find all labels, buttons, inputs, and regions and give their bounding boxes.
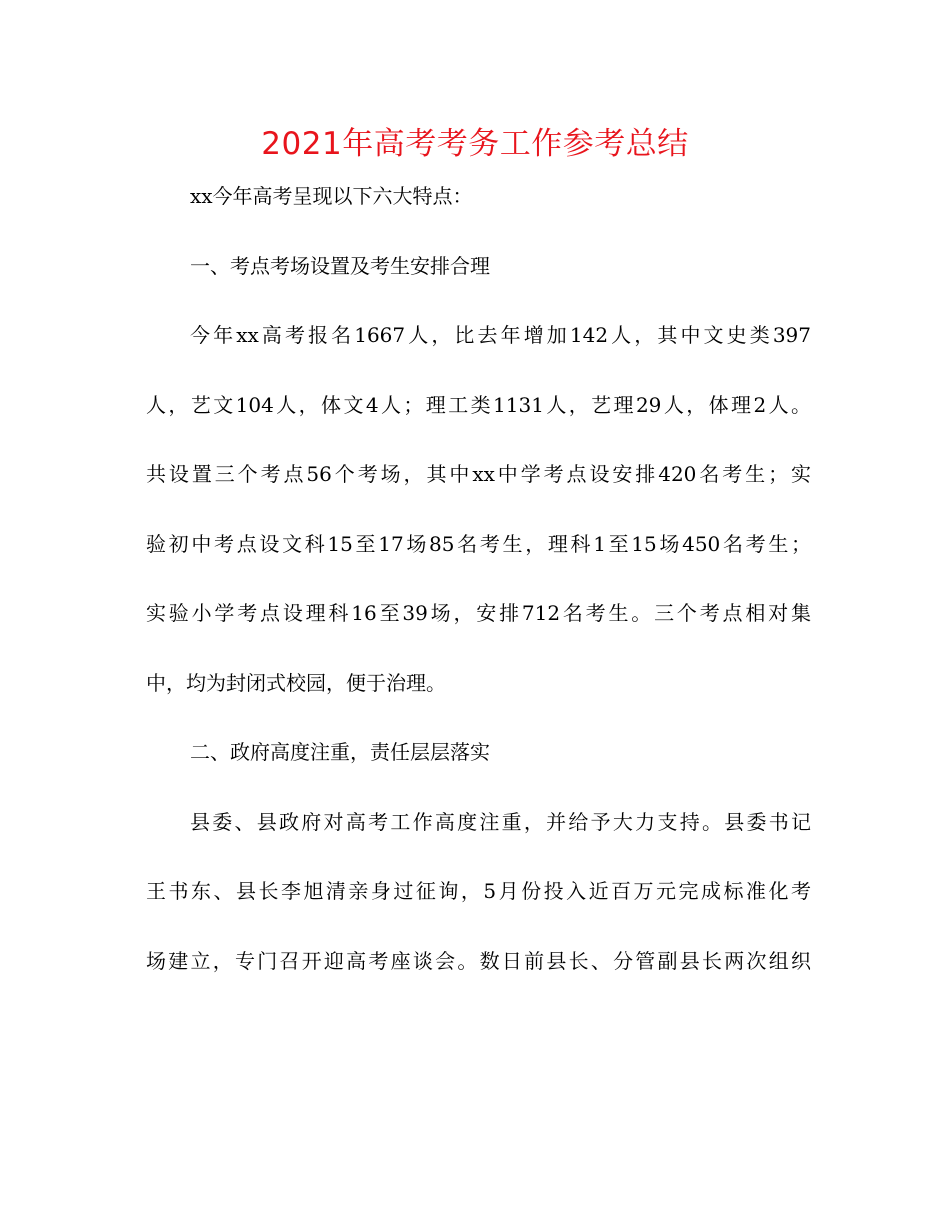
paragraph-line: 县委、县政府对高考工作高度注重，并给予大力支持。县委书记 xyxy=(190,809,811,834)
paragraph-line: xx今年高考呈现以下六大特点： xyxy=(190,184,473,208)
paragraph-line: 人，艺文104人，体文4人；理工类1131人，艺理29人，体理2人。 xyxy=(146,392,811,417)
document-title: 2021年高考考务工作参考总结 xyxy=(261,126,689,162)
paragraph-line: 今年xx高考报名1667人，比去年增加142人，其中文史类397 xyxy=(190,323,811,347)
paragraph-line: 王书东、县长李旭清亲身过征询，5月份投入近百万元完成标准化考 xyxy=(146,879,811,903)
paragraph-line: 共设置三个考点56个考场，其中xx中学考点设安排420名考生；实 xyxy=(146,462,811,486)
paragraph-line: 中，均为封闭式校园，便于治理。 xyxy=(146,670,446,695)
paragraph-line: 二、政府高度注重，责任层层落实 xyxy=(190,740,490,764)
paragraph-line: 场建立，专门召开迎高考座谈会。数日前县长、分管副县长两次组织 xyxy=(146,948,811,973)
paragraph-line: 一、考点考场设置及考生安排合理 xyxy=(190,253,490,278)
paragraph-line: 验初中考点设文科15至17场85名考生，理科1至15场450名考生； xyxy=(146,531,811,556)
document-body xyxy=(146,172,811,1006)
paragraph-line: 实验小学考点设理科16至39场，安排712名考生。三个考点相对集 xyxy=(146,601,811,625)
